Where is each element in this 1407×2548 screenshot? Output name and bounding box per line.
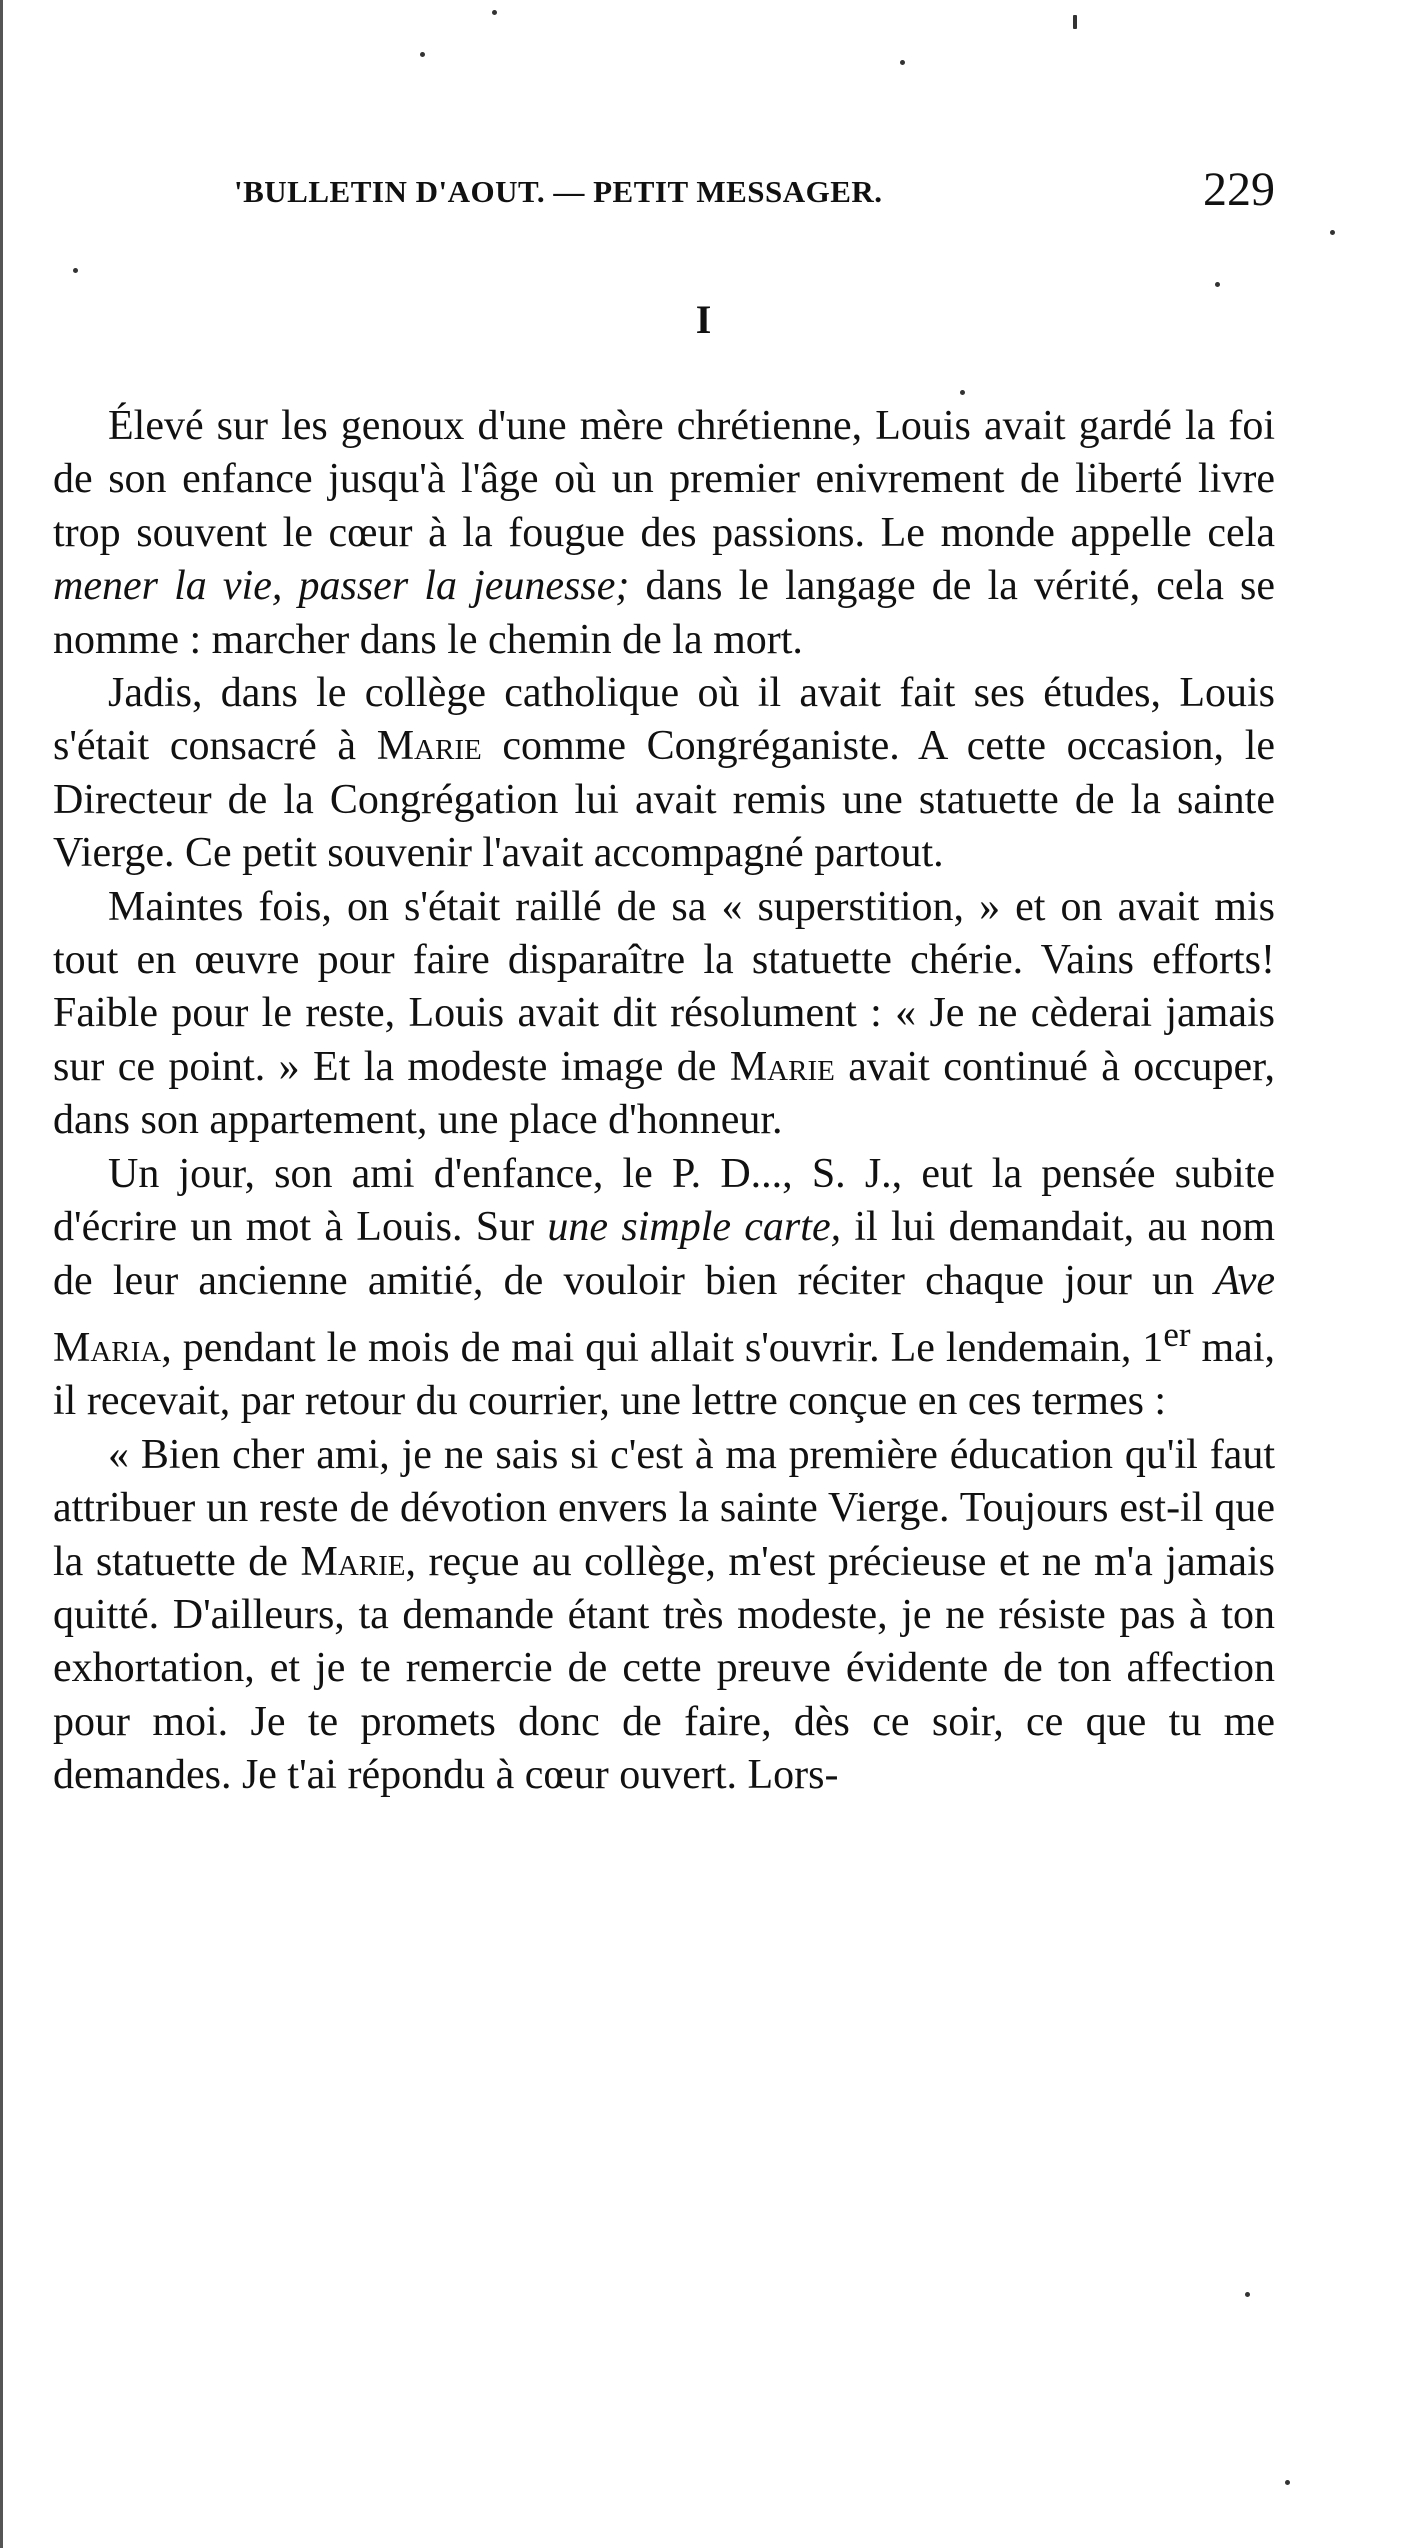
text-run: dans le langage de la vérité, cela se nomme : marcher dans le chemin de la mort.	[53, 563, 1275, 663]
italic-text: Ave	[1214, 1257, 1275, 1304]
page-number: 229	[1203, 163, 1275, 216]
text-run: Jadis, dans le collège catholique où il avait fait ses études, Louis s'était consacré à	[53, 670, 1275, 770]
paragraph	[53, 881, 1275, 1148]
small-caps-text: Marie	[729, 1043, 835, 1090]
small-caps-text: Marie	[376, 723, 482, 770]
scan-speck	[420, 52, 425, 57]
page-edge-shadow	[0, 0, 3, 2548]
paragraph	[53, 1148, 1275, 1429]
scan-speck	[960, 390, 965, 395]
text-run: avait continué à occuper, dans son appartement, une place d'honneur.	[53, 1043, 1275, 1144]
text-run: Maintes fois, on s'était raillé de sa « superstition, » et on avait mis tout en œuvre pour faire disparaître la statuette chérie. Vains efforts! Faible pour le reste, Louis avait dit résolument : « Je ne cèderai jamais sur ce point. » Et la modeste image de	[53, 883, 1275, 1090]
scan-speck	[73, 268, 78, 273]
italic-text: une simple carte,	[547, 1204, 842, 1251]
running-header	[190, 160, 1290, 220]
scan-speck	[492, 10, 497, 15]
small-caps-text: Maria	[53, 1324, 162, 1371]
superscript-text: er	[1163, 1314, 1191, 1354]
body-text	[53, 400, 1275, 1803]
text-run: comme Congréganiste. A cette occasion, le Directeur de la Congrégation lui avait remis une statuette de la sainte Vierge. Ce petit souvenir l'avait accompagné partout.	[53, 723, 1276, 877]
scan-speck	[1285, 2480, 1290, 2485]
paragraph	[53, 667, 1275, 881]
text-run: Un jour, son ami d'enfance, le P. D..., S. J., eut la pensée subite d'écrire un mot à Louis. Sur	[53, 1150, 1275, 1251]
scan-speck	[1330, 230, 1335, 235]
text-run: il lui demandait, au nom de leur ancienne amitié, de vouloir bien réciter chaque jour un	[53, 1204, 1275, 1304]
scan-speck	[900, 60, 905, 65]
paragraph	[53, 400, 1275, 667]
text-run: Élevé sur les genoux d'une mère chrétienne, Louis avait gardé la foi de son enfance jusqu'à l'âge où un premier enivrement de liberté livre trop souvent le cœur à la fougue des passions. Le monde appelle cela	[53, 403, 1275, 556]
text-run: « Bien cher ami, je ne sais si c'est à ma première éducation qu'il faut attribuer un reste de dévotion envers la sainte Vierge. Toujours est-il que la statuette de	[53, 1431, 1275, 1585]
paragraph	[53, 1429, 1275, 1803]
scan-speck	[1245, 2292, 1250, 2297]
scan-speck	[1215, 282, 1220, 287]
scan-speck	[1073, 15, 1077, 29]
text-run: , pendant le mois de mai qui allait s'ouvrir. Le lendemain, 1	[161, 1324, 1164, 1371]
italic-text: mener la vie, passer la jeunesse;	[53, 563, 630, 610]
section-number: I	[695, 297, 712, 342]
text-run: , reçue au collège, m'est précieuse et ne m'a jamais quitté. D'ailleurs, ta demande étant très modeste, je ne résiste pas à ton exhortation, et je te remercie de cette preuve évidente de ton affection pour moi. Je te promets donc de faire, dès ce soir, ce que tu me demandes. Je t'ai répondu à cœur ouvert. Lors-	[53, 1538, 1275, 1799]
text-run: mai, il recevait, par retour du courrier, une lettre conçue en ces termes :	[53, 1324, 1275, 1425]
small-caps-text: Marie	[300, 1538, 406, 1585]
running-header-title: 'BULLETIN D'AOUT. — PETIT MESSAGER.	[234, 174, 883, 209]
